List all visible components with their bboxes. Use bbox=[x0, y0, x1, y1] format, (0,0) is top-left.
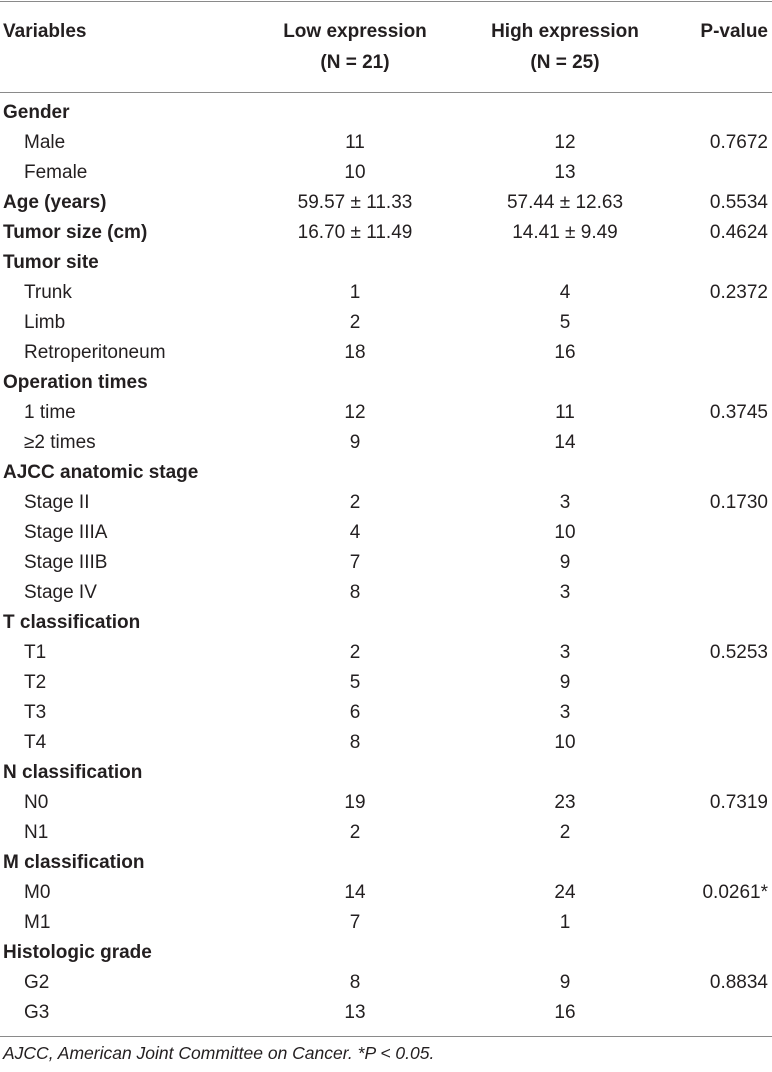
variable-cell: N1 bbox=[24, 822, 49, 843]
table-group-row bbox=[0, 368, 772, 398]
low-expression-cell: 11 bbox=[345, 132, 365, 153]
high-expression-cell: 3 bbox=[559, 702, 571, 723]
header-variables: Variables bbox=[3, 21, 87, 42]
low-expression-cell: 5 bbox=[349, 672, 361, 693]
top-rule bbox=[0, 1, 772, 2]
low-expression-cell: 19 bbox=[344, 792, 366, 813]
low-expression-cell: 16.70 ± 11.49 bbox=[297, 222, 413, 243]
pvalue-cell: 0.5534 bbox=[709, 192, 768, 213]
table-row bbox=[0, 428, 772, 458]
variable-cell: Trunk bbox=[24, 282, 72, 303]
variable-cell: Stage II bbox=[24, 492, 90, 513]
low-expression-cell: 4 bbox=[349, 522, 361, 543]
pvalue-cell: 0.5253 bbox=[709, 642, 768, 663]
table-row bbox=[0, 158, 772, 188]
variable-cell: ≥2 times bbox=[24, 432, 96, 453]
header-high-line1: High expression bbox=[491, 21, 639, 42]
pvalue-cell: 0.8834 bbox=[709, 972, 768, 993]
table-row bbox=[0, 968, 772, 998]
variable-cell: G2 bbox=[24, 972, 50, 993]
table-group-row bbox=[0, 248, 772, 278]
low-expression-cell: 12 bbox=[344, 402, 366, 423]
variable-cell: T4 bbox=[24, 732, 47, 753]
low-expression-cell: 8 bbox=[349, 972, 361, 993]
table-row bbox=[0, 518, 772, 548]
variable-cell: Gender bbox=[3, 102, 70, 123]
low-expression-cell: 2 bbox=[349, 642, 361, 663]
table-footnote: AJCC, American Joint Committee on Cancer. *P < 0.05. bbox=[3, 1043, 435, 1063]
table-row bbox=[0, 878, 772, 908]
pvalue-cell: 0.4624 bbox=[709, 222, 768, 243]
variable-cell: T3 bbox=[24, 702, 47, 723]
variable-cell: T1 bbox=[24, 642, 47, 663]
header-low-line2: (N = 21) bbox=[320, 52, 390, 73]
table-row bbox=[0, 698, 772, 728]
low-expression-cell: 2 bbox=[349, 312, 361, 333]
pvalue-cell: 0.3745 bbox=[709, 402, 768, 423]
variable-cell: Histologic grade bbox=[3, 942, 152, 963]
variable-cell: Stage IV bbox=[24, 582, 97, 603]
table-row bbox=[0, 278, 772, 308]
high-expression-cell: 3 bbox=[559, 642, 571, 663]
low-expression-cell: 18 bbox=[344, 342, 366, 363]
high-expression-cell: 9 bbox=[559, 972, 571, 993]
variable-cell: Retroperitoneum bbox=[24, 342, 166, 363]
high-expression-cell: 3 bbox=[559, 582, 571, 603]
variable-cell: T2 bbox=[24, 672, 47, 693]
high-expression-cell: 10 bbox=[554, 522, 576, 543]
variable-cell: Stage IIIB bbox=[24, 552, 108, 573]
header-high-line2: (N = 25) bbox=[530, 52, 600, 73]
table-row bbox=[0, 668, 772, 698]
low-expression-cell: 7 bbox=[349, 552, 361, 573]
pvalue-cell: 0.7672 bbox=[709, 132, 768, 153]
high-expression-cell: 4 bbox=[559, 282, 571, 303]
table-row bbox=[0, 488, 772, 518]
table-row bbox=[0, 818, 772, 848]
low-expression-cell: 13 bbox=[344, 1002, 366, 1023]
variable-cell: Tumor size (cm) bbox=[3, 222, 148, 243]
high-expression-cell: 57.44 ± 12.63 bbox=[506, 192, 624, 213]
table-row bbox=[0, 308, 772, 338]
low-expression-cell: 2 bbox=[349, 822, 361, 843]
high-expression-cell: 23 bbox=[554, 792, 576, 813]
variable-cell: T classification bbox=[3, 612, 141, 633]
variable-cell: 1 time bbox=[24, 402, 76, 423]
low-expression-cell: 6 bbox=[349, 702, 361, 723]
high-expression-cell: 9 bbox=[559, 672, 571, 693]
variable-cell: G3 bbox=[24, 1002, 50, 1023]
variable-cell: N0 bbox=[24, 792, 49, 813]
low-expression-cell: 8 bbox=[349, 732, 361, 753]
table-group-row bbox=[0, 848, 772, 878]
table-row bbox=[0, 638, 772, 668]
header-low-expression bbox=[246, 16, 464, 78]
variable-cell: Operation times bbox=[3, 372, 148, 393]
variable-cell: Age (years) bbox=[3, 192, 107, 213]
pvalue-cell: 0.1730 bbox=[709, 492, 768, 513]
pvalue-cell: 0.7319 bbox=[709, 792, 768, 813]
high-expression-cell: 11 bbox=[555, 402, 575, 423]
high-expression-cell: 13 bbox=[554, 162, 576, 183]
table-group-row bbox=[0, 458, 772, 488]
table-body bbox=[0, 98, 772, 1028]
variable-cell: Stage IIIA bbox=[24, 522, 108, 543]
pvalue-cell: 0.0261* bbox=[702, 882, 768, 903]
header-low-line1: Low expression bbox=[283, 21, 427, 42]
table-header bbox=[0, 16, 772, 78]
high-expression-cell: 16 bbox=[554, 342, 576, 363]
high-expression-cell: 14 bbox=[554, 432, 576, 453]
table-group-row bbox=[0, 938, 772, 968]
table-row bbox=[0, 908, 772, 938]
low-expression-cell: 9 bbox=[349, 432, 361, 453]
variable-cell: Tumor site bbox=[3, 252, 99, 273]
low-expression-cell: 1 bbox=[349, 282, 361, 303]
table-row bbox=[0, 578, 772, 608]
low-expression-cell: 8 bbox=[349, 582, 361, 603]
table-row bbox=[0, 728, 772, 758]
low-expression-cell: 2 bbox=[349, 492, 361, 513]
high-expression-cell: 10 bbox=[554, 732, 576, 753]
variable-cell: Male bbox=[24, 132, 66, 153]
variable-cell: N classification bbox=[3, 762, 143, 783]
high-expression-cell: 16 bbox=[554, 1002, 576, 1023]
variable-cell: Limb bbox=[24, 312, 66, 333]
table-row bbox=[0, 998, 772, 1028]
high-expression-cell: 3 bbox=[559, 492, 571, 513]
variable-cell: M1 bbox=[24, 912, 51, 933]
table-group-row bbox=[0, 188, 772, 218]
low-expression-cell: 14 bbox=[344, 882, 366, 903]
high-expression-cell: 24 bbox=[554, 882, 576, 903]
table-row bbox=[0, 128, 772, 158]
variable-cell: AJCC anatomic stage bbox=[3, 462, 199, 483]
variable-cell: M classification bbox=[3, 852, 145, 873]
table-group-row bbox=[0, 608, 772, 638]
high-expression-cell: 12 bbox=[554, 132, 576, 153]
high-expression-cell: 1 bbox=[559, 912, 571, 933]
variable-cell: M0 bbox=[24, 882, 51, 903]
table-group-row bbox=[0, 218, 772, 248]
low-expression-cell: 59.57 ± 11.33 bbox=[297, 192, 413, 213]
table-row bbox=[0, 338, 772, 368]
table-group-row bbox=[0, 98, 772, 128]
table-row bbox=[0, 788, 772, 818]
header-rule bbox=[0, 92, 772, 93]
header-pvalue: P-value bbox=[700, 21, 768, 42]
low-expression-cell: 10 bbox=[344, 162, 366, 183]
high-expression-cell: 9 bbox=[559, 552, 571, 573]
bottom-rule bbox=[0, 1036, 772, 1037]
low-expression-cell: 7 bbox=[349, 912, 361, 933]
header-high-expression bbox=[462, 16, 668, 78]
high-expression-cell: 5 bbox=[559, 312, 571, 333]
table-group-row bbox=[0, 758, 772, 788]
high-expression-cell: 2 bbox=[559, 822, 571, 843]
table-row bbox=[0, 398, 772, 428]
high-expression-cell: 14.41 ± 9.49 bbox=[512, 222, 618, 243]
variable-cell: Female bbox=[24, 162, 88, 183]
table-row bbox=[0, 548, 772, 578]
pvalue-cell: 0.2372 bbox=[709, 282, 768, 303]
